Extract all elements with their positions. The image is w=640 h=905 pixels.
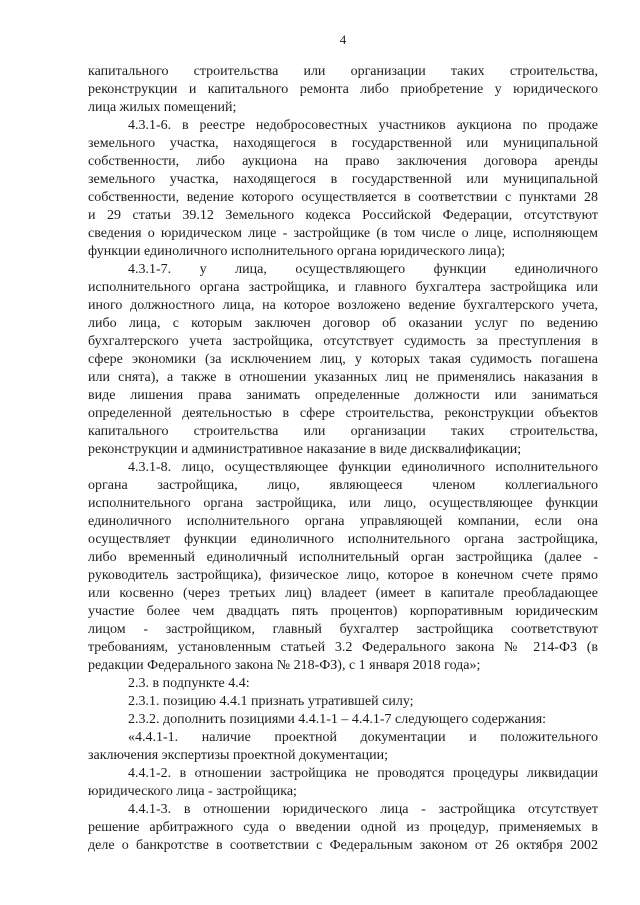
paragraph	[88, 711, 598, 729]
text-line: 4.4.1-2. в отношении застройщика не проводятся процедуры ликвидации	[128, 766, 598, 781]
text-line: редакции Федерального закона № 218-ФЗ), с 1 января 2018 года»;	[88, 658, 481, 673]
paragraph	[88, 117, 598, 261]
paragraph	[88, 693, 598, 711]
text-line: 2.3. в подпункте 4.4:	[128, 676, 250, 691]
text-line: лица жилых помещений;	[88, 100, 237, 115]
text-line: 2.3.2. дополнить позициями 4.4.1-1 – 4.4.1-7 следующего содержания:	[128, 712, 547, 727]
text-line: решение арбитражного суда о введении одной из процедур, применяемых в	[88, 820, 598, 835]
text-line: иного должностного лица, на которое возложено ведение бухгалтерского учета,	[88, 298, 598, 313]
text-line: 4.3.1-6. в реестре недобросовестных участников аукциона по продаже	[128, 118, 598, 133]
text-line: 4.3.1-8. лицо, осуществляющее функции единоличного исполнительного	[128, 460, 598, 475]
text-line: лицом - застройщиком, главный бухгалтер застройщика соответствуют	[88, 622, 598, 637]
text-line: единоличного исполнительного органа управляющей компании, если она	[88, 514, 598, 529]
paragraph	[88, 729, 598, 765]
text-line: функции единоличного исполнительного органа юридического лица);	[88, 244, 506, 259]
text-line: реконструкции и капитального ремонта либо приобретение у юридического	[88, 82, 598, 97]
text-line: органа застройщика, лицо, являющееся членом коллегиального	[88, 478, 598, 493]
text-line: исполнительного органа застройщика, и главного бухгалтера застройщика или	[88, 280, 598, 295]
text-line: либо лица, с которым заключен договор об оказании услуг по ведению	[88, 316, 598, 331]
text-line: исполнительного органа застройщика, или лицо, осуществляющее функции	[88, 496, 598, 511]
text-line: «4.4.1-1. наличие проектной документации и положительного	[128, 730, 598, 745]
text-line: определенной деятельностью в сфере строительства, реконструкции объектов	[88, 406, 598, 421]
text-line: руководитель застройщика), физическое лицо, которое в конечном счете прямо	[88, 568, 598, 583]
text-line: капитального строительства или организации таких строительства,	[88, 64, 598, 79]
text-line: или снята), а также в отношении указанных лиц не применялись наказания в	[88, 370, 598, 385]
text-line: или косвенно (через третьих лиц) владеет (имеет в капитале преобладающее	[88, 586, 598, 601]
text-line: 4.4.1-3. в отношении юридического лица - застройщика отсутствует	[128, 802, 598, 817]
text-line: 2.3.1. позицию 4.4.1 признать утратившей силу;	[128, 694, 414, 709]
text-line: реконструкции и административное наказание в виде дисквалификации;	[88, 442, 522, 457]
text-line: заключения экспертизы проектной документации;	[88, 748, 388, 763]
paragraph	[88, 261, 598, 459]
text-line: капитального строительства или организации таких строительства,	[88, 424, 598, 439]
paragraph	[88, 801, 598, 855]
text-line: и 29 статьи 39.12 Земельного кодекса Российской Федерации, отсутствуют	[88, 208, 598, 223]
text-line: юридического лица - застройщика;	[88, 784, 297, 799]
text-line: земельного участка, находящегося в государственной или муниципальной	[88, 136, 598, 151]
text-line: собственности, ведение которого осуществляется в соответствии с пунктами 28	[88, 190, 598, 205]
text-line: участие более чем двадцать пять процентов) корпоративным юридическим	[88, 604, 598, 619]
text-line: собственности, либо аукциона на право заключения договора аренды	[88, 154, 598, 169]
text-line: деле о банкротстве в соответствии с Федеральным законом от 26 октября 2002	[88, 838, 598, 853]
text-line: бухгалтерского учета застройщика, отсутствует судимость за преступления в	[88, 334, 598, 349]
text-line: осуществляет функции единоличного исполнительного органа застройщика,	[88, 532, 598, 547]
paragraph	[88, 765, 598, 801]
text-line: виде лишения права занимать определенные должности или заниматься	[88, 388, 598, 403]
page-number: 4	[339, 32, 347, 47]
paragraph	[88, 459, 598, 675]
document-body	[88, 63, 598, 855]
text-line: сведения о юридическом лице - застройщике (в том числе о лице, исполняющем	[88, 226, 598, 241]
paragraph	[88, 675, 598, 693]
text-line: либо временный единоличный исполнительный орган застройщика (далее -	[88, 550, 598, 565]
text-line: земельного участка, находящегося в государственной или муниципальной	[88, 172, 598, 187]
text-line: требованиям, установленным статьей 3.2 Федерального закона № 214-ФЗ (в	[88, 640, 598, 655]
text-line: 4.3.1-7. у лица, осуществляющего функции единоличного	[128, 262, 598, 277]
text-line: сфере экономики (за исключением лиц, у которых такая судимость погашена	[88, 352, 598, 367]
paragraph	[88, 63, 598, 117]
